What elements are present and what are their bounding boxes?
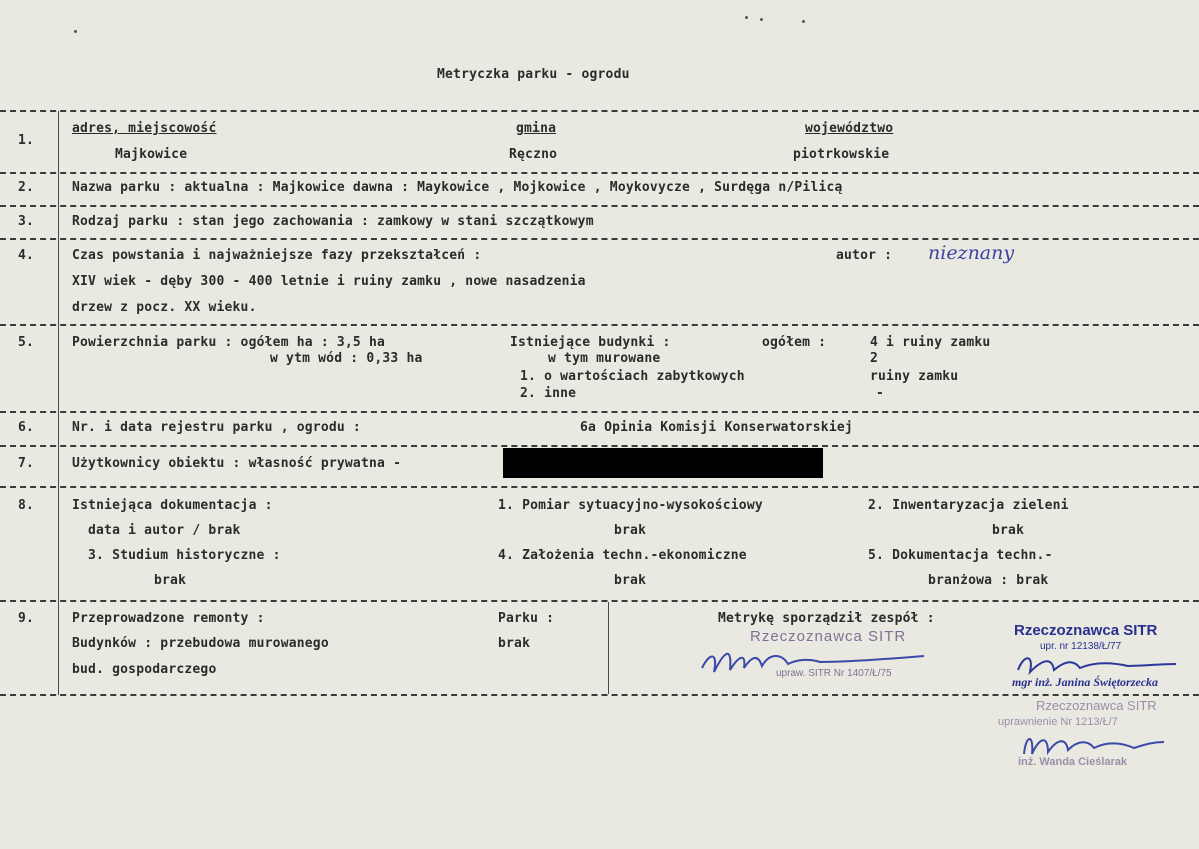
doc-greenery-inventory-value: brak <box>992 523 1025 538</box>
team-label: Metrykę sporządził zespół : <box>718 611 935 626</box>
author-label: autor : <box>836 248 893 263</box>
doc-techno-economic: 4. Założenia techn.-ekonomiczne <box>498 548 747 563</box>
buildings-brick: 2 <box>870 351 879 366</box>
doc-historical-study: 3. Studium historyczne : <box>88 548 281 563</box>
divider <box>0 324 1199 326</box>
history-label: Czas powstania i najważniejsze fazy przekształceń : <box>72 248 482 263</box>
value-voivodeship: piotrkowskie <box>793 147 890 162</box>
doc-techno-economic-value: brak <box>614 573 647 588</box>
value-address: Majkowice <box>115 147 188 162</box>
doc-survey: 1. Pomiar sytuacyjno-wysokościowy <box>498 498 763 513</box>
doc-historical-study-value: brak <box>154 573 187 588</box>
divider <box>0 694 1199 696</box>
row-number: 1. <box>18 133 35 148</box>
register-value: 6a Opinia Komisji Konserwatorskiej <box>580 420 853 435</box>
label-gmina: gmina <box>516 121 557 136</box>
buildings-brick-label: w tym murowane <box>548 351 661 366</box>
author-handwritten: nieznany <box>928 242 1015 264</box>
renovations-label: Przeprowadzone remonty : <box>72 611 265 626</box>
speck <box>745 16 748 19</box>
divider <box>0 600 1199 602</box>
buildings-historic-label: 1. o wartościach zabytkowych <box>520 369 745 384</box>
area-water: w ytm wód : 0,33 ha <box>270 351 423 366</box>
divider <box>0 238 1199 240</box>
buildings-other-label: 2. inne <box>520 386 577 401</box>
redaction-box <box>503 448 823 478</box>
label-address: adres, miejscowość <box>72 121 217 136</box>
buildings-total-label: ogółem : <box>762 335 827 350</box>
divider <box>0 172 1199 174</box>
stamp-2-license: upr. nr 12138/Ł/77 <box>1040 641 1122 652</box>
divider <box>0 411 1199 413</box>
renovations-buildings-2: bud. gospodarczego <box>72 662 217 677</box>
label-voivodeship: województwo <box>805 121 894 136</box>
stamp-2-title: Rzeczoznawca SITR <box>1014 622 1158 639</box>
buildings-total: 4 i ruiny zamku <box>870 335 991 350</box>
row-number: 6. <box>18 420 35 435</box>
stamp-3-name: inż. Wanda Cieślarak <box>1018 756 1128 768</box>
park-type: Rodzaj parku : stan jego zachowania : zamkowy w stani szczątkowym <box>72 214 594 229</box>
document-title: Metryczka parku - ogrodu <box>437 67 630 82</box>
column-divider <box>58 111 59 695</box>
divider <box>0 205 1199 207</box>
park-name: Nazwa parku : aktualna : Majkowice dawna : Maykowice , Mojkowice , Moykovycze , Surdęga n/Pilicą <box>72 180 843 195</box>
row-number: 8. <box>18 498 35 513</box>
row-number: 3. <box>18 214 35 229</box>
doc-date-author: data i autor / brak <box>88 523 241 538</box>
doc-survey-value: brak <box>614 523 647 538</box>
stamp-1-license: upraw. SITR Nr 1407/Ł/75 <box>776 668 892 679</box>
stamp-3-license: uprawnienie Nr 1213/Ł/7 <box>998 716 1118 728</box>
row-number: 4. <box>18 248 35 263</box>
stamp-2-name: mgr inż. Janina Świętorzecka <box>1012 675 1159 689</box>
register-label: Nr. i data rejestru parku , ogrodu : <box>72 420 361 435</box>
value-gmina: Ręczno <box>509 147 558 162</box>
buildings-label: Istniejące budynki : <box>510 335 671 350</box>
buildings-historic: ruiny zamku <box>870 369 959 384</box>
column-divider <box>608 602 609 694</box>
doc-technical: 5. Dokumentacja techn.- <box>868 548 1053 563</box>
doc-greenery-inventory: 2. Inwentaryzacja zieleni <box>868 498 1069 513</box>
doc-existing: Istniejąca dokumentacja : <box>72 498 273 513</box>
stamp-3-title: Rzeczoznawca SITR <box>1036 698 1157 713</box>
stamp-1-title: Rzeczoznawca SITR <box>750 628 907 645</box>
row-number: 5. <box>18 335 35 350</box>
row-number: 7. <box>18 456 35 471</box>
speck <box>74 30 77 33</box>
divider <box>0 445 1199 447</box>
signature-1 <box>696 642 936 682</box>
speck <box>760 18 763 21</box>
row-number: 2. <box>18 180 35 195</box>
area-total: Powierzchnia parku : ogółem ha : 3,5 ha <box>72 335 386 350</box>
renovations-park-value: brak <box>498 636 531 651</box>
doc-technical-value: branżowa : brak <box>928 573 1049 588</box>
renovations-park-label: Parku : <box>498 611 555 626</box>
history-line-2: XIV wiek - dęby 300 - 400 letnie i ruiny zamku , nowe nasadzenia <box>72 274 586 289</box>
history-line-3: drzew z pocz. XX wieku. <box>72 300 257 315</box>
row-number: 9. <box>18 611 35 626</box>
divider <box>0 486 1199 488</box>
divider <box>0 110 1199 112</box>
buildings-other: - <box>876 386 885 401</box>
speck <box>802 20 805 23</box>
renovations-buildings: Budynków : przebudowa murowanego <box>72 636 329 651</box>
users-label: Użytkownicy obiektu : własność prywatna - <box>72 456 402 471</box>
